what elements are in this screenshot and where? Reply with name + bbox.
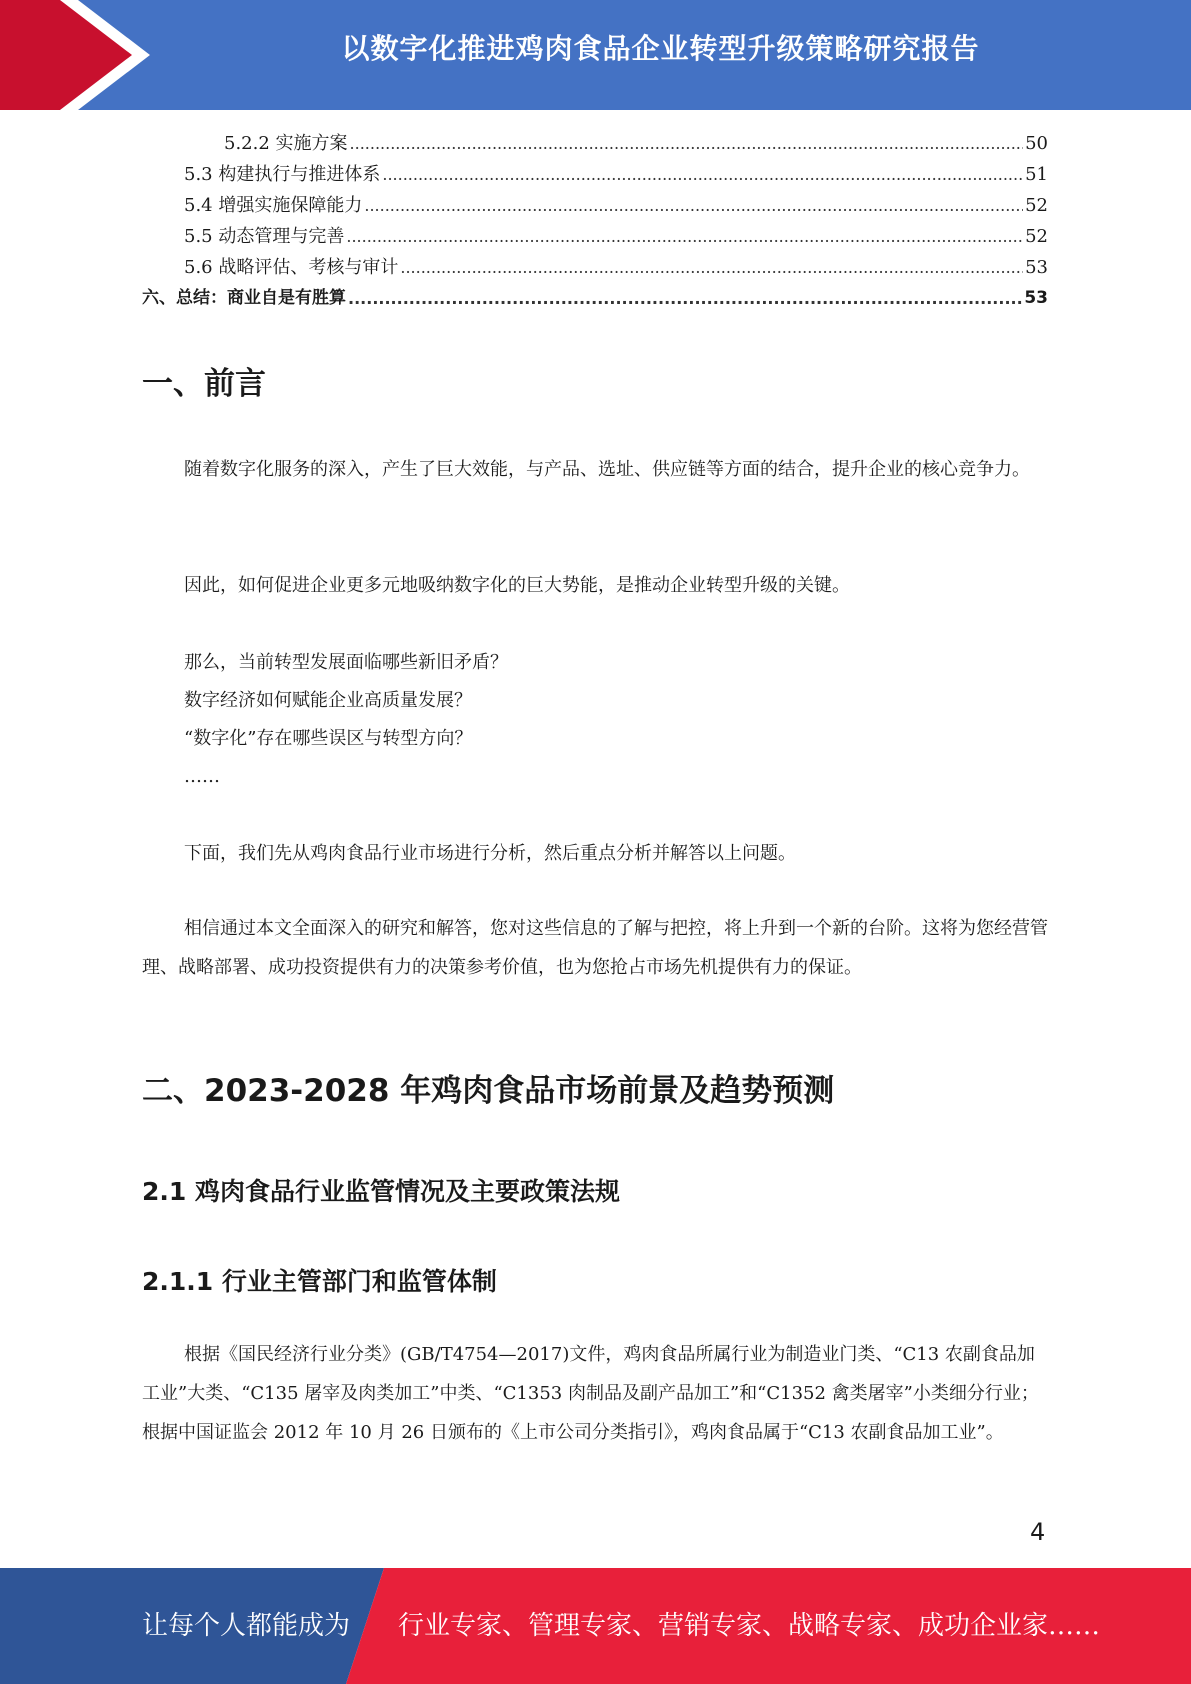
toc-entry-label: 5.4 增强实施保障能力: [184, 195, 363, 216]
toc-entry[interactable]: [142, 190, 1048, 221]
paragraph: 相信通过本文全面深入的研究和解答，您对这些信息的了解与把控，将上升到一个新的台阶。这将为您经营管理、战略部署、成功投资提供有力的决策参考价值，也为您抢占市场先机提供有力的保证。: [142, 918, 1048, 978]
toc-entry-page: 51: [1025, 164, 1048, 185]
toc-leader-dots: [364, 190, 1023, 221]
toc-entry-label: 5.3 构建执行与推进体系: [184, 164, 381, 185]
section-heading-preface: 一、前言: [142, 366, 266, 402]
toc-leader-dots: [346, 221, 1023, 252]
ellipsis-line: ……: [184, 766, 220, 787]
toc-entry[interactable]: [142, 128, 1048, 159]
question-line: 数字经济如何赋能企业高质量发展？: [184, 690, 472, 711]
toc-entry-page: 53: [1025, 257, 1048, 278]
question-line: “数字化”存在哪些误区与转型方向？: [184, 728, 473, 749]
page-footer: [0, 1568, 1191, 1684]
section-heading-forecast: 二、2023-2028 年鸡肉食品市场前景及趋势预测: [142, 1073, 835, 1109]
toc-leader-dots: [382, 159, 1023, 190]
paragraph: 根据《国民经济行业分类》(GB/T4754—2017)文件，鸡肉食品所属行业为制造业门类、“C13 农副食品加工业”大类、“C135 屠宰及肉类加工”中类、“C1353 肉制品及副产品加工”和“C1352 禽类屠宰”小类细分行业；根据中国证监会 2012 年 10 月 26 日颁布的《上市公司分类指引》，鸡肉食品属于“C13 农副食品加工业”。: [142, 1344, 1039, 1443]
report-title: 以数字化推进鸡肉食品企业转型升级策略研究报告: [341, 32, 980, 65]
page-number: 4: [1030, 1518, 1046, 1546]
toc-entry-label: 5.6 战略评估、考核与审计: [184, 257, 399, 278]
subsection-heading: 2.1 鸡肉食品行业监管情况及主要政策法规: [142, 1177, 620, 1206]
page-header: [0, 0, 1191, 110]
toc-leader-dots: [350, 128, 1024, 159]
toc-entry-label: 六、总结：商业自是有胜算: [142, 288, 346, 308]
paragraph: 随着数字化服务的深入，产生了巨大效能，与产品、选址、供应链等方面的结合，提升企业的核心竞争力。: [184, 459, 1030, 480]
toc-entry-label: 5.5 动态管理与完善: [184, 226, 345, 247]
toc-entry-page: 53: [1024, 288, 1048, 308]
toc-entry[interactable]: [142, 221, 1048, 252]
toc-entry[interactable]: [142, 283, 1048, 314]
table-of-contents: [142, 128, 1048, 314]
footer-slogan-left: 让每个人都能成为: [142, 1611, 351, 1641]
toc-leader-dots: [400, 252, 1023, 283]
toc-entry[interactable]: [142, 159, 1048, 190]
toc-entry-page: 52: [1025, 195, 1048, 216]
question-line: 那么，当前转型发展面临哪些新旧矛盾？: [184, 652, 508, 673]
toc-entry[interactable]: [142, 252, 1048, 283]
paragraph: 因此，如何促进企业更多元地吸纳数字化的巨大势能，是推动企业转型升级的关键。: [184, 575, 850, 596]
subsubsection-heading: 2.1.1 行业主管部门和监管体制: [142, 1267, 497, 1296]
toc-entry-page: 50: [1025, 133, 1048, 154]
paragraph: 下面，我们先从鸡肉食品行业市场进行分析，然后重点分析并解答以上问题。: [184, 843, 796, 864]
toc-entry-label: 5.2.2 实施方案: [224, 133, 348, 154]
footer-slogan-right: 行业专家、管理专家、营销专家、战略专家、成功企业家……: [398, 1611, 1101, 1641]
toc-leader-dots: [348, 283, 1022, 314]
toc-entry-page: 52: [1025, 226, 1048, 247]
